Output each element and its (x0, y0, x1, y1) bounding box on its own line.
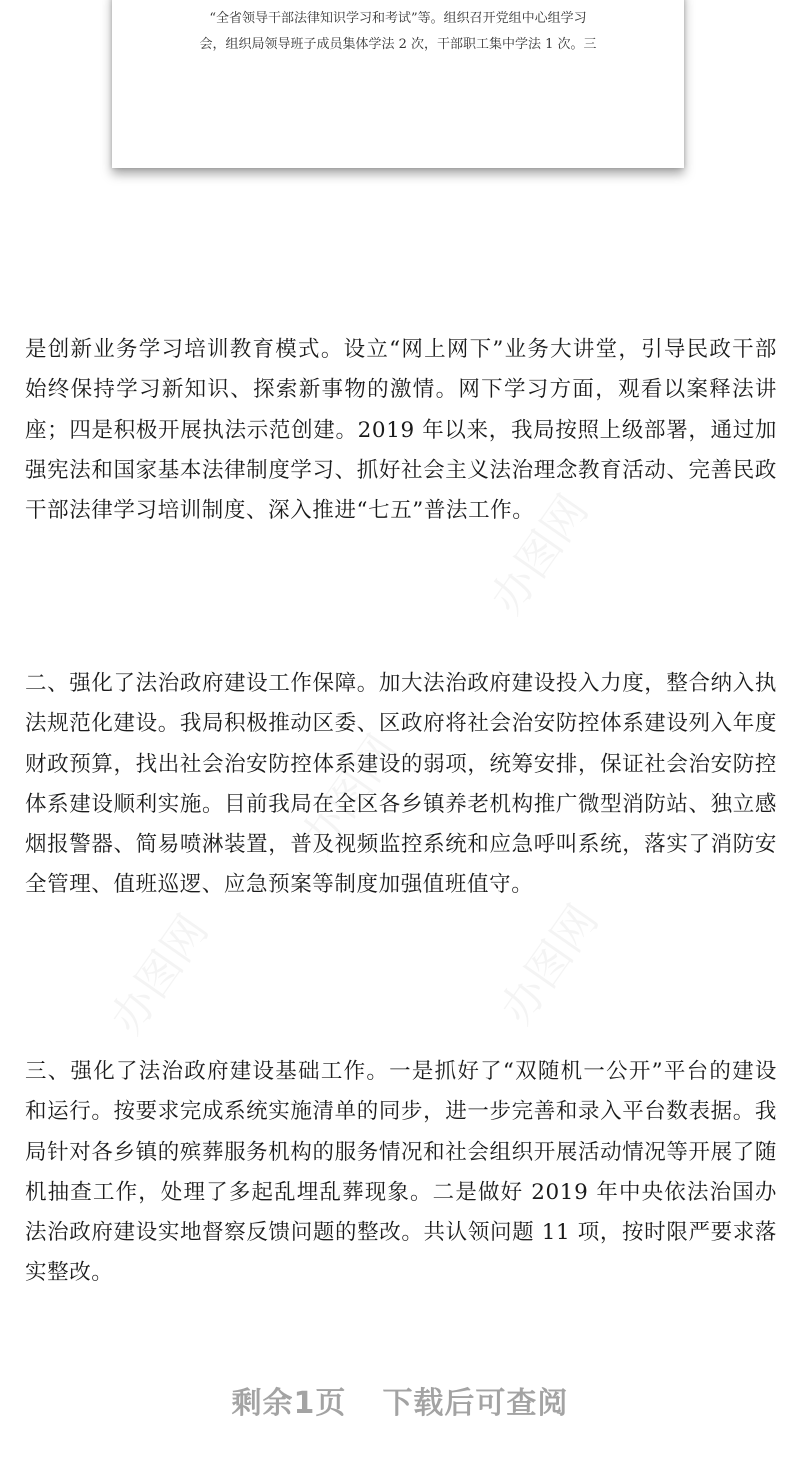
preview-text-line-2: 会，组织局领导班子成员集体学法 2 次，干部职工集中学法 1 次。三 (199, 37, 597, 52)
download-prompt-label[interactable]: 下载后可查阅 (382, 1386, 569, 1421)
watermark: 办图网 (290, 725, 409, 864)
remaining-pages-label[interactable]: 剩余1页 (231, 1386, 347, 1421)
preview-text-line-1: “全省领导干部法律知识学习和考试”等。组织召开党组中心组学习 (209, 11, 587, 26)
watermark: 办图网 (490, 895, 609, 1034)
download-to-read-banner[interactable] (0, 1382, 800, 1426)
watermark: 办图网 (100, 905, 219, 1044)
body-paragraph: 三、强化了法治政府建设基础工作。一是抓好了“双随机一公开”平台的建设和运行。按要求完成系统实施清单的同步，进一步完善和录入平台数表据。我局针对各乡镇的殡葬服务机构的服务情况和社会组织开展活动情况等开展了随机抽查工作，处理了多起乱埋乱葬现象。二是做好 2019 年中央依法治国办法治政府建设实地督察反馈问题的整改。共认领问题 11 项，按时限严要求落实整改。 (25, 1059, 777, 1286)
page-preview-card (112, 0, 684, 168)
watermark: 办图网 (480, 485, 599, 624)
body-paragraph: 是创新业务学习培训教育模式。设立“网上网下”业务大讲堂，引导民政干部始终保持学习新知识、探索新事物的激情。网下学习方面，观看以案释法讲座；四是积极开展执法示范创建。2019 年以来，我局按照上级部署，通过加强宪法和国家基本法律制度学习、抓好社会主义法治理念教育活动、完善民政干部法律学习培训制度、深入推进“七五”普法工作。 (25, 337, 777, 524)
body-paragraph: 二、强化了法治政府建设工作保障。加大法治政府建设投入力度，整合纳入执法规范化建设。我局积极推动区委、区政府将社会治安防控体系建设列入年度财政预算，找出社会治安防控体系建设的弱项，统筹安排，保证社会治安防控体系建设顺利实施。目前我局在全区各乡镇养老机构推广微型消防站、独立感烟报警器、简易喷淋装置，普及视频监控系统和应急呼叫系统，落实了消防安全管理、值班巡逻、应急预案等制度加强值班值守。 (25, 671, 777, 898)
